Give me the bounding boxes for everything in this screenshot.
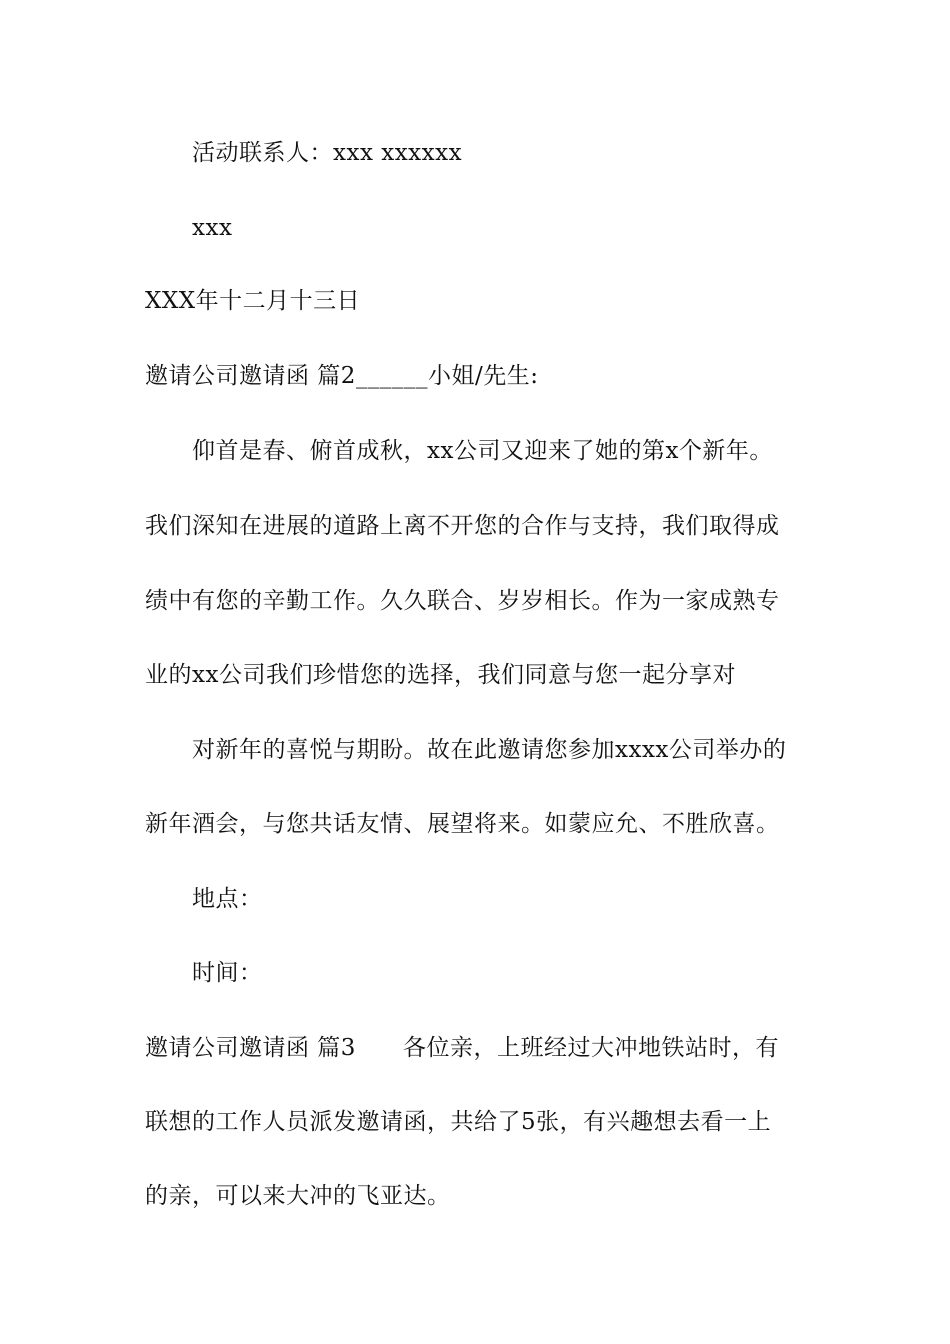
location-line: 地点： bbox=[192, 886, 263, 912]
paragraph-line: 业的xx公司我们珍惜您的选择，我们同意与您一起分享对 bbox=[145, 662, 736, 688]
section-heading: 邀请公司邀请函 篇2______小姐/先生: bbox=[145, 363, 539, 389]
paragraph-line: 联想的工作人员派发邀请函，共给了5张，有兴趣想去看一上 bbox=[145, 1109, 772, 1135]
paragraph-line: 对新年的喜悦与期盼。故在此邀请您参加xxxx公司举办的 bbox=[192, 737, 787, 763]
section-heading: 邀请公司邀请函 篇3 各位亲，上班经过大冲地铁站时，有 bbox=[145, 1035, 779, 1061]
contact-line: 活动联系人：xxx xxxxxx bbox=[192, 140, 463, 166]
time-line: 时间： bbox=[192, 960, 263, 986]
paragraph-line: 的亲，可以来大冲的飞亚达。 bbox=[145, 1183, 451, 1209]
paragraph-line: 新年酒会，与您共话友情、展望将来。如蒙应允、不胜欣喜。 bbox=[145, 811, 780, 837]
paragraph-line: 仰首是春、俯首成秋，xx公司又迎来了她的第x个新年。 bbox=[192, 438, 773, 464]
paragraph-line: 绩中有您的辛勤工作。久久联合、岁岁相长。作为一家成熟专 bbox=[145, 588, 780, 614]
date-line: XXX年十二月十三日 bbox=[145, 288, 361, 314]
sender-line: xxx bbox=[192, 215, 233, 241]
paragraph-line: 我们深知在进展的道路上离不开您的合作与支持，我们取得成 bbox=[145, 513, 780, 539]
